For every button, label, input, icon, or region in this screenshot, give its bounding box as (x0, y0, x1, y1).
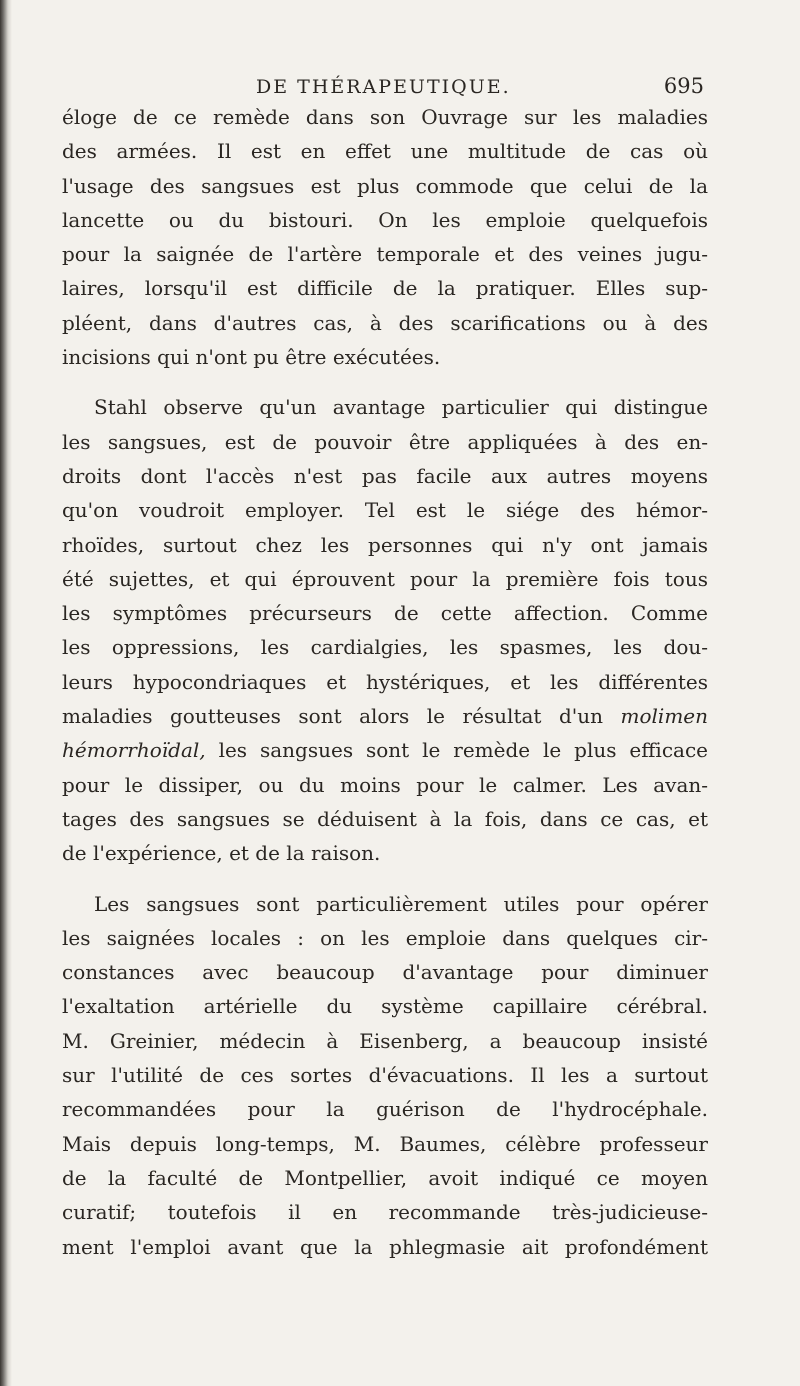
text-line: droits dont l'accès n'est pas facile aux autres moyens (62, 463, 708, 488)
paragraph-1 (62, 100, 708, 374)
text-line: Mais depuis long-temps, M. Baumes, célèbre professeur (62, 1131, 708, 1156)
text-line: incisions qui n'ont pu être exécutées. (62, 345, 441, 370)
body-text (62, 100, 708, 1264)
running-title: DE THÉRAPEUTIQUE. (256, 76, 511, 98)
text-line (62, 699, 708, 733)
text-line: leurs hypocondriaques et hystériques, et les différentes (62, 669, 708, 694)
text-line (62, 733, 708, 767)
text-line: les oppressions, les cardialgies, les spasmes, les dou- (62, 635, 708, 660)
text-line: de la faculté de Montpellier, avoit indiqué ce moyen (62, 1165, 708, 1190)
text-line: l'usage des sangsues est plus commode que celui de la (62, 173, 708, 198)
text-line: laires, lorsqu'il est difficile de la pratiquer. Elles sup- (62, 276, 708, 301)
text-fragment: maladies goutteuses sont alors le résultat d'un (62, 704, 604, 729)
page-number: 695 (663, 74, 704, 98)
page-binding-edge (0, 0, 12, 1386)
text-line: les saignées locales : on les emploie dans quelques cir- (62, 925, 708, 950)
text-line: de l'expérience, et de la raison. (62, 841, 381, 866)
paragraph-gap (62, 374, 708, 390)
text-line: curatif; toutefois il en recommande très-judicieuse- (62, 1200, 708, 1225)
paragraph-3 (62, 887, 708, 1264)
text-line: M. Greinier, médecin à Eisenberg, a beaucoup insisté (62, 1028, 708, 1053)
text-line: éloge de ce remède dans son Ouvrage sur les maladies (62, 105, 708, 129)
text-line: qu'on voudroit employer. Tel est le siége des hémor- (62, 498, 708, 523)
text-fragment: les sangsues sont le remède le plus efficace (218, 738, 708, 763)
text-line: recommandées pour la guérison de l'hydrocéphale. (62, 1097, 708, 1122)
text-line: pour la saignée de l'artère temporale et des veines jugu- (62, 242, 708, 267)
paragraph-2 (62, 390, 708, 870)
text-line: ment l'emploi avant que la phlegmasie ait profondément (62, 1234, 708, 1259)
text-line: les symptômes précurseurs de cette affection. Comme (62, 601, 708, 626)
italic-term: molimen (620, 704, 708, 729)
text-line: Les sangsues sont particulièrement utiles pour opérer (94, 891, 708, 916)
text-line: tages des sangsues se déduisent à la fois, dans ce cas, et (62, 806, 708, 831)
text-line: sur l'utilité de ces sortes d'évacuations. Il les a surtout (62, 1063, 708, 1088)
text-line: rhoïdes, surtout chez les personnes qui n'y ont jamais (62, 532, 708, 557)
text-line: les sangsues, est de pouvoir être appliquées à des en- (62, 429, 708, 454)
text-line: Stahl observe qu'un avantage particulier qui distingue (94, 395, 708, 420)
text-line: l'exaltation artérielle du système capillaire cérébral. (62, 994, 708, 1019)
paragraph-gap (62, 871, 708, 887)
text-line: des armées. Il est en effet une multitude de cas où (62, 139, 708, 164)
text-line: constances avec beaucoup d'avantage pour diminuer (62, 960, 708, 985)
text-line: pléent, dans d'autres cas, à des scarifications ou à des (62, 310, 708, 335)
text-line: pour le dissiper, ou du moins pour le calmer. Les avan- (62, 772, 708, 797)
text-line: lancette ou du bistouri. On les emploie quelquefois (62, 207, 708, 232)
italic-term: hémorrhoïdal, (62, 738, 206, 763)
text-line: été sujettes, et qui éprouvent pour la première fois tous (62, 566, 708, 591)
